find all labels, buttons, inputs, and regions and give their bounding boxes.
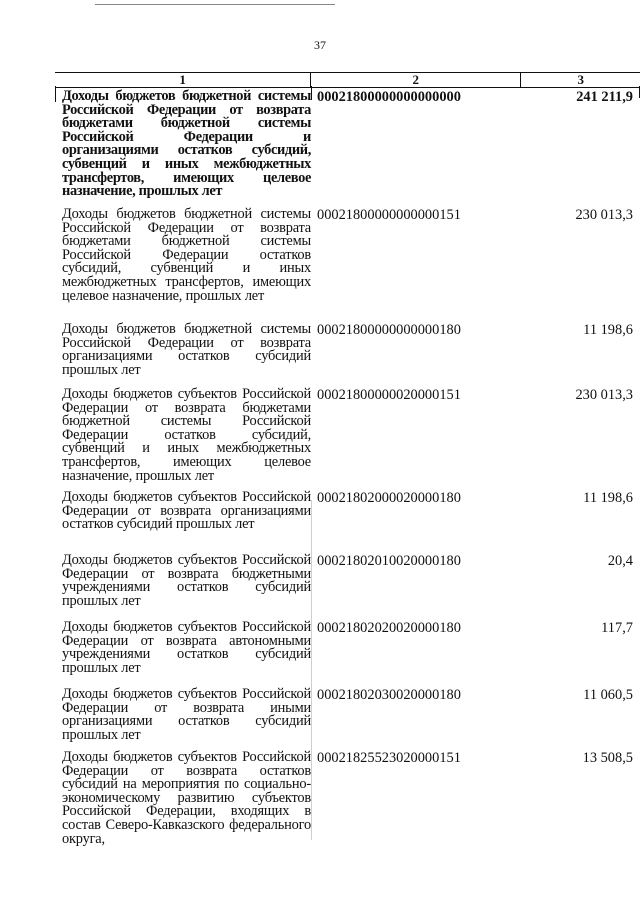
row-description: Доходы бюджетов субъектов Российской Федерации от возврата бюджетами бюджетной системы Российской Федерации остатков субсидий, субвенций и иных межбюджетных трансфертов, имеющих целевое назначение, прошлых лет [62,386,311,484]
table-row [55,621,640,688]
row-code: 00021800000000000180 [317,322,461,338]
row-amount: 13 508,5 [582,750,633,766]
table-row [55,323,640,388]
row-amount: 230 013,3 [575,387,633,403]
row-description: Доходы бюджетов субъектов Российской Федерации от возврата остатков субсидий на мероприятия по социально-экономическому развитию субъектов Российской Федерации, входящих в состав Северо-Кавказского федерального округа, [62,749,311,847]
row-amount: 20,4 [607,553,633,569]
row-amount: 241 211,9 [576,89,633,105]
row-amount: 11 060,5 [583,687,633,703]
row-description: Доходы бюджетов субъектов Российской Федерации от возврата организациями остатков субсидий прошлых лет [62,489,311,533]
row-code: 00021802010020000180 [317,553,461,569]
table-row [55,751,640,851]
table-row [55,88,640,208]
row-description: Доходы бюджетов бюджетной системы Российской Федерации от возврата организациями остатков субсидий прошлых лет [62,321,311,378]
top-rule [95,4,335,5]
row-description: Доходы бюджетов субъектов Российской Федерации от возврата иными организациями остатков субсидий прошлых лет [62,686,311,743]
row-amount: 11 198,6 [583,490,633,506]
table-row [55,208,640,323]
row-code: 00021802030020000180 [317,687,461,703]
budget-table [55,72,640,851]
row-code: 00021800000020000151 [317,387,461,403]
row-amount: 11 198,6 [583,322,633,338]
table-row [55,688,640,751]
row-description: Доходы бюджетов бюджетной системы Российской Федерации от возврата бюджетами бюджетной системы Российской Федерации и организациями остатков субсидий, субвенций и иных межбюджетных трансфертов, имеющих целевое назначение, прошлых лет [62,88,311,200]
row-code: 00021825523020000151 [317,750,461,766]
row-description: Доходы бюджетов субъектов Российской Федерации от возврата автономными учреждениями остатков субсидий прошлых лет [62,619,311,676]
row-amount: 230 013,3 [575,207,633,223]
row-code: 00021802000020000180 [317,490,461,506]
header-column-3: 3 [520,73,640,87]
row-description: Доходы бюджетов бюджетной системы Российской Федерации от возврата бюджетами бюджетной системы Российской Федерации остатков субсидий, субвенций и иных межбюджетных трансфертов, имеющих целевое назначение, прошлых лет [62,206,311,304]
row-code: 00021800000000000000 [317,89,461,105]
row-code: 00021802020020000180 [317,620,461,636]
row-description: Доходы бюджетов субъектов Российской Федерации от возврата бюджетными учреждениями остатков субсидий прошлых лет [62,552,311,609]
table-row [55,388,640,491]
page-number: 37 [314,38,326,52]
table-row [55,491,640,554]
table-header [55,72,640,88]
header-column-2: 2 [310,73,520,87]
table-row [55,554,640,621]
row-amount: 117,7 [601,620,633,636]
header-column-1: 1 [179,72,186,87]
row-code: 00021800000000000151 [317,207,461,223]
